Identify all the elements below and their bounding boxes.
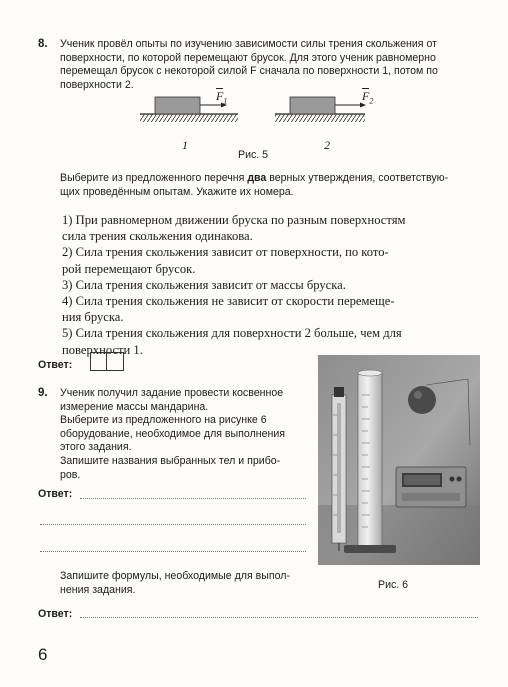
force-2-label: [362, 89, 373, 105]
option-line: сила трения скольжения одинакова.: [62, 229, 253, 244]
force-1-subscript: 1: [223, 96, 228, 106]
answer-line-1[interactable]: [80, 498, 306, 499]
intro-line: Ученик провёл опыты по изучению зависимости силы трения скольжения от: [60, 38, 437, 50]
question-8-intro: [60, 38, 480, 92]
option-line: 3) Сила трения скольжения зависит от массы бруска.: [62, 277, 346, 292]
figure-5-caption: Рис. 5: [238, 149, 269, 161]
option-line: 5) Сила трения скольжения для поверхности 2 больше, чем для: [62, 326, 402, 341]
figure-6-caption: Рис. 6: [378, 579, 409, 591]
option-line: поверхности 1.: [62, 342, 143, 357]
force-1-symbol: F: [216, 89, 224, 103]
answer-line-2[interactable]: [40, 524, 306, 525]
dynamometer: [332, 387, 346, 551]
force-1-label: [216, 89, 227, 105]
page-number: 6: [38, 645, 48, 664]
answer-box-2[interactable]: [107, 352, 124, 371]
surface-1: [140, 114, 238, 122]
question-8-answer-boxes[interactable]: [90, 352, 124, 371]
formula-prompt: [60, 570, 310, 597]
q9-line: этого задания.: [60, 441, 132, 454]
q9-line: Запишите названия выбранных тел и прибо-: [60, 454, 281, 467]
task-line: щих проведённым опытам. Укажите их номера.: [60, 185, 294, 198]
question-9-number: 9.: [38, 387, 48, 399]
answer-box-1[interactable]: [90, 352, 107, 371]
q9-line: Ученик получил задание провести косвенное: [60, 387, 284, 399]
electronic-scale: [396, 467, 466, 507]
force-2-subscript: 2: [369, 96, 374, 106]
option-line: рой перемещают брусок.: [62, 261, 196, 276]
option-line: ния бруска.: [62, 310, 124, 325]
question-9-answer-label: Ответ:: [38, 488, 73, 500]
formula-line: нения задания.: [60, 583, 136, 596]
task-line: Выберите из предложенного перечня два верных утверждения, соответствую-: [60, 172, 449, 184]
q9-line: оборудование, необходимое для выполнения: [60, 427, 285, 440]
figure-6-photo: [318, 355, 480, 565]
question-8-task: [60, 172, 480, 199]
option-line: 4) Сила трения скольжения не зависит от скорости перемеще-: [62, 294, 395, 309]
intro-line: перемещал брусок с некоторой силой F сначала по поверхности 1, потом по: [60, 65, 438, 78]
option-line: 1) При равномерном движении бруска по разным поверхностям: [62, 213, 406, 227]
question-8-number: 8.: [38, 38, 48, 50]
task-bold-word: два: [247, 172, 267, 184]
question-9-text: [60, 387, 310, 482]
q9-line: ров.: [60, 468, 81, 481]
answer-line-3[interactable]: [40, 551, 306, 552]
surface-1-label: 1: [182, 138, 188, 152]
formula-line: Запишите формулы, необходимые для выпол-: [60, 570, 290, 582]
force-2-symbol: F: [362, 89, 370, 103]
formula-answer-line[interactable]: [80, 617, 478, 618]
q9-line: измерение массы мандарина.: [60, 400, 209, 413]
block-2: [290, 97, 335, 114]
intro-line: поверхности, по которой перемещают брусок. Для этого ученик равномерно: [60, 51, 436, 64]
surface-2-label: 2: [324, 138, 330, 152]
q9-line: Выберите из предложенного на рисунке 6: [60, 414, 267, 427]
figure-5-diagram: [130, 88, 380, 134]
formula-answer-label: Ответ:: [38, 608, 73, 620]
block-1: [155, 97, 200, 114]
question-8-answer-label: Ответ:: [38, 359, 73, 371]
option-line: 2) Сила трения скольжения зависит от поверхности, по кото-: [62, 245, 389, 260]
intro-line: поверхности 2.: [60, 78, 134, 91]
surface-2: [275, 114, 365, 122]
question-8-options: [62, 212, 482, 358]
